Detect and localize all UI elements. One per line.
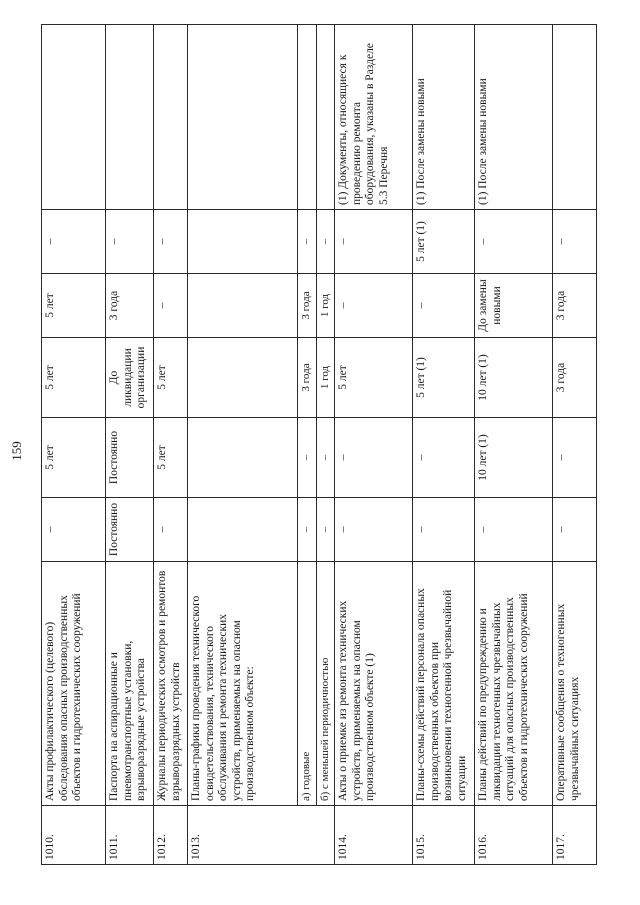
- table-row: [413, 25, 475, 865]
- retention-cell: До замены новыми: [475, 274, 553, 338]
- document-title: Оперативные сообщения о техногенных чрезвычайных ситуациях: [553, 562, 597, 806]
- table-row: [298, 25, 317, 865]
- retention-cell: 5 лет: [42, 274, 106, 338]
- document-title: а) годовые: [298, 562, 317, 806]
- retention-cell: –: [475, 210, 553, 274]
- retention-cell: –: [413, 418, 475, 498]
- retention-cell: –: [106, 210, 154, 274]
- retention-periods-table: [41, 24, 597, 865]
- retention-cell: До ликвидации организации: [106, 338, 154, 418]
- row-number: 1011.: [106, 806, 154, 865]
- retention-cell: 5 лет (1): [413, 210, 475, 274]
- retention-cell: 3 года: [106, 274, 154, 338]
- note-cell: (1) Документы, относящиеся к проведению ремонта оборудования, указаны в Разделе 5.3 Перечня: [335, 25, 413, 210]
- retention-cell: 5 лет: [42, 418, 106, 498]
- retention-cell: [188, 498, 298, 562]
- retention-cell: 1 год: [316, 338, 335, 418]
- note-cell: [298, 25, 317, 210]
- row-number: 1010.: [42, 806, 106, 865]
- retention-cell: –: [154, 210, 188, 274]
- retention-cell: Постоянно: [106, 498, 154, 562]
- note-cell: [154, 25, 188, 210]
- table-row: [188, 25, 298, 865]
- retention-cell: –: [335, 418, 413, 498]
- document-title: Планы-схемы действий персонала опасных производственных объектов при возникновении техногенной чрезвычайной ситуации: [413, 562, 475, 806]
- retention-cell: –: [42, 498, 106, 562]
- retention-cell: 5 лет: [335, 338, 413, 418]
- note-cell: [188, 25, 298, 210]
- row-number: 1016.: [475, 806, 553, 865]
- rotated-document-table: [41, 25, 595, 865]
- note-cell: [106, 25, 154, 210]
- retention-cell: [188, 210, 298, 274]
- row-number: 1012.: [154, 806, 188, 865]
- retention-cell: [188, 338, 298, 418]
- document-title: Акты профилактического (целевого) обследования опасных производственных объектов и гидротехнических сооружений: [42, 562, 106, 806]
- retention-cell: –: [154, 274, 188, 338]
- retention-cell: 10 лет (1): [475, 338, 553, 418]
- retention-cell: –: [298, 210, 317, 274]
- retention-cell: –: [413, 498, 475, 562]
- retention-cell: 5 лет: [154, 338, 188, 418]
- retention-cell: [188, 274, 298, 338]
- note-cell: (1) После замены новыми: [413, 25, 475, 210]
- retention-cell: 3 года: [553, 338, 597, 418]
- row-number: 1014.: [335, 806, 413, 865]
- retention-cell: –: [298, 418, 317, 498]
- table-row: [335, 25, 413, 865]
- note-cell: [553, 25, 597, 210]
- retention-cell: [188, 418, 298, 498]
- row-number: 1017.: [553, 806, 597, 865]
- retention-cell: 3 года: [298, 338, 317, 418]
- document-title: Журналы периодических осмотров и ремонтов взрыворазрядных устройств: [154, 562, 188, 806]
- retention-cell: –: [316, 210, 335, 274]
- retention-cell: –: [316, 418, 335, 498]
- document-title: Паспорта на аспирационные и пневмотранспортные установки, взрыворазрядные устройства: [106, 562, 154, 806]
- retention-cell: –: [553, 210, 597, 274]
- note-cell: [316, 25, 335, 210]
- retention-cell: –: [298, 498, 317, 562]
- table-row: [316, 25, 335, 865]
- retention-cell: –: [335, 210, 413, 274]
- retention-cell: 5 лет: [154, 418, 188, 498]
- retention-cell: –: [42, 210, 106, 274]
- table-row: [475, 25, 553, 865]
- document-title: Планы действий по предупреждению и ликвидации техногенных чрезвычайных ситуаций для опасных производственных объектов и гидротехнических сооружений: [475, 562, 553, 806]
- page-number: 159: [9, 441, 24, 461]
- document-title: Акты о приемке из ремонта технических устройств, применяемых на опасном производственном объекте (1): [335, 562, 413, 806]
- retention-cell: 3 года: [553, 274, 597, 338]
- note-cell: [42, 25, 106, 210]
- retention-cell: –: [335, 274, 413, 338]
- retention-cell: 5 лет (1): [413, 338, 475, 418]
- note-cell: (1) После замены новыми: [475, 25, 553, 210]
- retention-cell: 5 лет: [42, 338, 106, 418]
- retention-cell: –: [154, 498, 188, 562]
- row-number: 1015.: [413, 806, 475, 865]
- retention-cell: –: [553, 498, 597, 562]
- table-row: [553, 25, 597, 865]
- retention-cell: –: [475, 498, 553, 562]
- retention-cell: –: [316, 498, 335, 562]
- row-number: 1013.: [188, 806, 335, 865]
- document-title: Планы-графики проведения технического освидетельствования, технического обслуживания и ремонта технических устройств, применяемых на опасном производственном объекте:: [188, 562, 298, 806]
- retention-cell: –: [553, 418, 597, 498]
- retention-cell: 1 год: [316, 274, 335, 338]
- table-row: [42, 25, 106, 865]
- table-row: [106, 25, 154, 865]
- retention-cell: –: [335, 498, 413, 562]
- table-row: [154, 25, 188, 865]
- retention-cell: Постоянно: [106, 418, 154, 498]
- retention-cell: 3 года: [298, 274, 317, 338]
- retention-cell: –: [413, 274, 475, 338]
- retention-cell: 10 лет (1): [475, 418, 553, 498]
- document-title: б) с меньшей периодичностью: [316, 562, 335, 806]
